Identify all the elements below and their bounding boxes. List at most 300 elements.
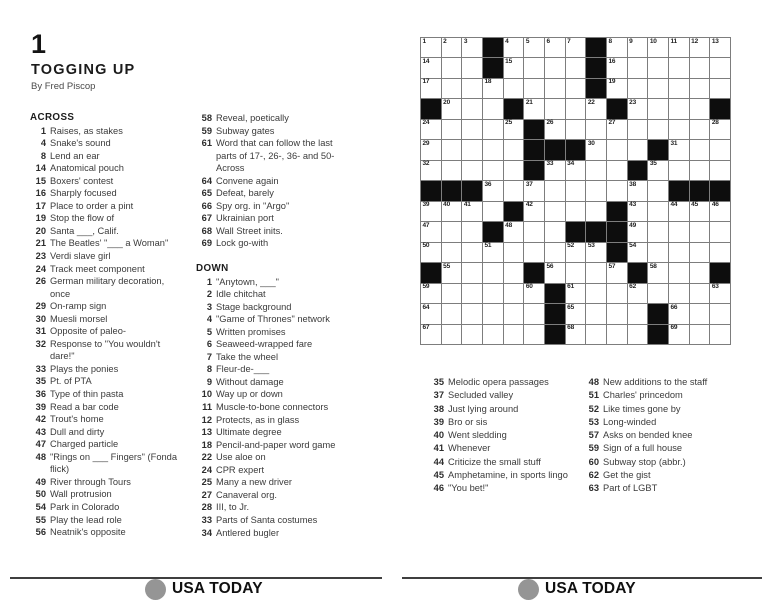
clue-number: 47 xyxy=(35,439,46,450)
usa-today-circle-icon xyxy=(145,579,166,600)
grid-cell[interactable] xyxy=(421,243,441,262)
grid-cell[interactable] xyxy=(607,58,627,77)
grid-cell[interactable] xyxy=(504,79,524,98)
clue-number: 25 xyxy=(201,477,212,488)
grid-cell[interactable] xyxy=(669,325,689,344)
grid-cell[interactable] xyxy=(545,202,565,221)
grid-cell[interactable] xyxy=(710,58,730,77)
clue-item xyxy=(196,175,382,188)
grid-cell[interactable] xyxy=(648,222,668,241)
grid-cell[interactable] xyxy=(669,99,689,118)
clue-number: 39 xyxy=(35,401,46,412)
clue-text: Went sledding xyxy=(448,430,507,441)
grid-cell-black xyxy=(648,140,668,159)
grid-cell[interactable] xyxy=(607,284,627,303)
grid-cell-number: 47 xyxy=(422,221,430,229)
grid-cell-number: 1 xyxy=(422,37,426,45)
grid-cell[interactable] xyxy=(586,140,606,159)
grid-cell[interactable] xyxy=(483,161,503,180)
grid-cell[interactable] xyxy=(504,58,524,77)
clue-number: 44 xyxy=(433,456,444,467)
grid-cell[interactable] xyxy=(524,79,544,98)
grid-cell[interactable] xyxy=(504,284,524,303)
clue-number: 66 xyxy=(201,200,212,211)
grid-cell-black xyxy=(669,181,689,200)
grid-cell[interactable] xyxy=(462,99,482,118)
grid-cell[interactable] xyxy=(669,284,689,303)
grid-cell[interactable] xyxy=(504,181,524,200)
grid-cell[interactable] xyxy=(690,161,710,180)
grid-cell[interactable] xyxy=(628,181,648,200)
grid-cell-black xyxy=(421,181,441,200)
grid-cell[interactable] xyxy=(628,222,648,241)
grid-cell-number: 43 xyxy=(629,201,636,209)
clue-text: Secluded valley xyxy=(448,390,514,401)
grid-cell[interactable] xyxy=(483,140,503,159)
clue-number: 33 xyxy=(35,363,46,374)
grid-cell[interactable] xyxy=(462,222,482,241)
grid-cell[interactable] xyxy=(607,79,627,98)
clue-item xyxy=(30,200,200,213)
grid-cell[interactable] xyxy=(483,202,503,221)
clue-text: Antlered bugler xyxy=(216,527,280,538)
grid-cell[interactable] xyxy=(462,243,482,262)
grid-cell[interactable] xyxy=(690,99,710,118)
grid-cell[interactable] xyxy=(504,120,524,139)
clue-item xyxy=(196,401,382,414)
grid-cell-number: 52 xyxy=(567,242,574,250)
grid-cell[interactable] xyxy=(586,99,606,118)
grid-cell[interactable] xyxy=(586,161,606,180)
clue-text: German military decoration, once xyxy=(50,276,165,299)
grid-cell[interactable] xyxy=(442,304,462,323)
grid-cell[interactable] xyxy=(462,161,482,180)
grid-cell[interactable] xyxy=(545,79,565,98)
clue-number: 3 xyxy=(206,301,212,312)
grid-cell[interactable] xyxy=(421,284,441,303)
grid-cell[interactable] xyxy=(566,181,586,200)
grid-cell[interactable] xyxy=(462,140,482,159)
grid-cell-number: 53 xyxy=(587,242,595,250)
clue-text: Lock go-with xyxy=(216,238,269,249)
grid-cell[interactable] xyxy=(566,263,586,282)
clue-number: 27 xyxy=(201,489,212,500)
grid-cell[interactable] xyxy=(628,243,648,262)
grid-cell[interactable] xyxy=(504,325,524,344)
usa-today-wordmark: USA TODAY xyxy=(172,580,263,597)
grid-cell[interactable] xyxy=(421,161,441,180)
grid-cell[interactable] xyxy=(648,181,668,200)
grid-cell[interactable] xyxy=(483,284,503,303)
grid-cell[interactable] xyxy=(421,58,441,77)
grid-cell[interactable] xyxy=(690,304,710,323)
grid-cell[interactable] xyxy=(566,38,586,57)
grid-cell[interactable] xyxy=(462,38,482,57)
grid-cell[interactable] xyxy=(566,58,586,77)
grid-cell[interactable] xyxy=(586,263,606,282)
grid-cell[interactable] xyxy=(607,38,627,57)
clue-item xyxy=(428,456,600,469)
grid-cell[interactable] xyxy=(669,140,689,159)
clue-text: Charles' princedom xyxy=(603,390,683,401)
grid-cell[interactable] xyxy=(545,263,565,282)
clue-number: 54 xyxy=(35,501,46,512)
grid-cell[interactable] xyxy=(648,38,668,57)
grid-cell[interactable] xyxy=(648,263,668,282)
grid-cell[interactable] xyxy=(442,161,462,180)
grid-cell[interactable] xyxy=(442,202,462,221)
grid-cell[interactable] xyxy=(545,58,565,77)
grid-cell[interactable] xyxy=(421,304,441,323)
clue-item xyxy=(196,200,382,213)
clue-item xyxy=(30,401,200,414)
grid-cell[interactable] xyxy=(669,120,689,139)
grid-cell-black xyxy=(607,202,627,221)
clue-text: Plays the ponies xyxy=(50,363,119,374)
grid-cell[interactable] xyxy=(669,161,689,180)
grid-cell[interactable] xyxy=(628,140,648,159)
grid-cell[interactable] xyxy=(421,140,441,159)
grid-cell[interactable] xyxy=(669,38,689,57)
grid-cell[interactable] xyxy=(524,99,544,118)
puzzle-number: 1 xyxy=(31,29,47,59)
grid-cell[interactable] xyxy=(545,222,565,241)
grid-cell[interactable] xyxy=(607,263,627,282)
grid-cell[interactable] xyxy=(504,222,524,241)
clue-number: 46 xyxy=(433,483,444,494)
grid-cell[interactable] xyxy=(710,202,730,221)
grid-cell[interactable] xyxy=(483,181,503,200)
grid-cell[interactable] xyxy=(690,263,710,282)
grid-cell[interactable] xyxy=(421,202,441,221)
grid-cell[interactable] xyxy=(586,243,606,262)
grid-cell[interactable] xyxy=(483,79,503,98)
clue-number: 59 xyxy=(588,443,599,454)
grid-cell-number: 63 xyxy=(711,283,719,291)
grid-cell[interactable] xyxy=(628,58,648,77)
grid-cell[interactable] xyxy=(607,181,627,200)
grid-cell[interactable] xyxy=(586,181,606,200)
grid-cell[interactable] xyxy=(504,263,524,282)
clue-item xyxy=(196,363,382,376)
grid-cell-number: 25 xyxy=(505,119,512,127)
clue-number: 7 xyxy=(206,351,212,362)
grid-cell[interactable] xyxy=(669,202,689,221)
grid-cell[interactable] xyxy=(421,120,441,139)
grid-cell[interactable] xyxy=(483,325,503,344)
clue-text: The Beatles' "___ a Woman" xyxy=(50,238,169,249)
grid-cell[interactable] xyxy=(628,202,648,221)
clue-text: Park in Colorado xyxy=(50,501,120,512)
grid-cell[interactable] xyxy=(442,58,462,77)
grid-cell-number: 58 xyxy=(649,262,657,270)
clue-text: Play the lead role xyxy=(50,514,122,525)
grid-cell[interactable] xyxy=(648,161,668,180)
grid-cell[interactable] xyxy=(462,304,482,323)
grid-cell-black xyxy=(586,38,606,57)
clue-text: Spy org. in "Argo" xyxy=(216,200,290,211)
grid-cell[interactable] xyxy=(462,79,482,98)
grid-cell[interactable] xyxy=(710,79,730,98)
grid-cell[interactable] xyxy=(442,120,462,139)
grid-cell[interactable] xyxy=(648,79,668,98)
grid-cell[interactable] xyxy=(524,38,544,57)
clue-text: Neatnik's opposite xyxy=(50,527,126,538)
grid-cell[interactable] xyxy=(524,284,544,303)
grid-cell[interactable] xyxy=(586,325,606,344)
grid-cell[interactable] xyxy=(586,120,606,139)
clue-number: 10 xyxy=(201,389,212,400)
grid-cell[interactable] xyxy=(442,325,462,344)
grid-cell-black xyxy=(586,222,606,241)
grid-cell[interactable] xyxy=(690,284,710,303)
grid-cell[interactable] xyxy=(586,202,606,221)
grid-cell[interactable] xyxy=(566,325,586,344)
grid-cell[interactable] xyxy=(524,222,544,241)
grid-cell-number: 29 xyxy=(422,139,430,147)
grid-cell[interactable] xyxy=(442,38,462,57)
clue-text: Sign of a full house xyxy=(603,443,683,454)
clue-text: Santa ___, Calif. xyxy=(50,225,119,236)
grid-cell[interactable] xyxy=(483,243,503,262)
grid-cell[interactable] xyxy=(628,38,648,57)
clue-text: Reveal, poetically xyxy=(216,113,289,123)
grid-cell[interactable] xyxy=(690,243,710,262)
grid-cell[interactable] xyxy=(586,304,606,323)
grid-cell[interactable] xyxy=(545,99,565,118)
grid-cell[interactable] xyxy=(442,263,462,282)
crossword-grid xyxy=(420,37,731,345)
clue-text: Boxers' contest xyxy=(50,175,114,186)
grid-cell[interactable] xyxy=(462,58,482,77)
clue-item xyxy=(30,162,200,175)
grid-cell[interactable] xyxy=(566,284,586,303)
clue-text: River through Tours xyxy=(50,476,131,487)
grid-cell[interactable] xyxy=(524,325,544,344)
grid-cell-number: 56 xyxy=(546,262,554,270)
grid-cell-number: 40 xyxy=(443,201,450,209)
grid-cell[interactable] xyxy=(710,243,730,262)
grid-cell[interactable] xyxy=(421,38,441,57)
grid-cell[interactable] xyxy=(710,222,730,241)
grid-cell[interactable] xyxy=(524,304,544,323)
clue-number: 34 xyxy=(201,527,212,538)
grid-cell-black xyxy=(648,325,668,344)
grid-cell[interactable] xyxy=(545,181,565,200)
grid-cell[interactable] xyxy=(648,284,668,303)
grid-cell[interactable] xyxy=(524,202,544,221)
clue-text: Parts of Santa costumes xyxy=(216,514,318,525)
grid-cell[interactable] xyxy=(462,325,482,344)
grid-cell[interactable] xyxy=(524,58,544,77)
grid-cell[interactable] xyxy=(607,304,627,323)
clue-number: 40 xyxy=(433,430,444,441)
grid-cell[interactable] xyxy=(607,325,627,344)
grid-cell[interactable] xyxy=(669,222,689,241)
clue-text: Muscle-to-bone connectors xyxy=(216,402,329,413)
grid-cell[interactable] xyxy=(421,325,441,344)
grid-cell[interactable] xyxy=(710,161,730,180)
grid-cell[interactable] xyxy=(690,58,710,77)
grid-cell[interactable] xyxy=(545,120,565,139)
grid-cell-black xyxy=(607,222,627,241)
grid-cell[interactable] xyxy=(628,99,648,118)
across-clue-column xyxy=(30,112,200,539)
usa-today-wordmark: USA TODAY xyxy=(545,580,636,597)
grid-cell-number: 26 xyxy=(546,119,554,127)
clue-number: 61 xyxy=(201,138,212,149)
grid-cell[interactable] xyxy=(504,161,524,180)
grid-cell[interactable] xyxy=(648,58,668,77)
clue-number: 38 xyxy=(433,403,444,414)
grid-cell[interactable] xyxy=(669,263,689,282)
grid-cell[interactable] xyxy=(524,181,544,200)
grid-cell[interactable] xyxy=(628,120,648,139)
clue-text: "Rings on ___ Fingers" (Fonda flick) xyxy=(50,451,178,475)
grid-cell-number: 44 xyxy=(670,201,678,209)
grid-cell[interactable] xyxy=(566,243,586,262)
grid-cell-black xyxy=(524,161,544,180)
grid-cell[interactable] xyxy=(442,284,462,303)
grid-cell[interactable] xyxy=(566,79,586,98)
clue-text: New additions to the staff xyxy=(603,377,708,387)
clue-item xyxy=(30,263,200,276)
clue-text: Many a new driver xyxy=(216,477,292,488)
grid-cell[interactable] xyxy=(421,222,441,241)
grid-cell[interactable] xyxy=(483,304,503,323)
grid-cell[interactable] xyxy=(690,325,710,344)
grid-cell[interactable] xyxy=(566,99,586,118)
grid-cell[interactable] xyxy=(504,38,524,57)
clue-item xyxy=(30,137,200,150)
grid-cell[interactable] xyxy=(442,243,462,262)
clue-item xyxy=(30,451,200,476)
grid-cell[interactable] xyxy=(545,243,565,262)
grid-cell[interactable] xyxy=(545,38,565,57)
clue-number: 30 xyxy=(35,313,46,324)
clue-number: 17 xyxy=(35,200,46,211)
grid-cell[interactable] xyxy=(524,243,544,262)
grid-cell[interactable] xyxy=(648,99,668,118)
clue-item xyxy=(30,150,200,163)
grid-cell[interactable] xyxy=(462,202,482,221)
clue-item xyxy=(196,426,382,439)
grid-cell[interactable] xyxy=(628,325,648,344)
grid-cell[interactable] xyxy=(566,120,586,139)
grid-cell[interactable] xyxy=(690,120,710,139)
clue-item xyxy=(196,288,382,301)
grid-cell[interactable] xyxy=(628,284,648,303)
grid-cell[interactable] xyxy=(710,304,730,323)
grid-cell[interactable] xyxy=(504,304,524,323)
grid-cell[interactable] xyxy=(690,222,710,241)
clue-number: 59 xyxy=(201,125,212,136)
grid-cell-number: 21 xyxy=(525,98,533,106)
clue-text: Place to order a pint xyxy=(50,200,134,211)
clue-item xyxy=(30,275,200,300)
grid-cell[interactable] xyxy=(607,120,627,139)
grid-cell[interactable] xyxy=(545,161,565,180)
grid-cell[interactable] xyxy=(669,304,689,323)
grid-cell[interactable] xyxy=(586,284,606,303)
grid-cell-black xyxy=(566,140,586,159)
grid-cell-number: 14 xyxy=(422,57,430,65)
grid-cell[interactable] xyxy=(648,120,668,139)
clue-number: 4 xyxy=(206,314,212,325)
grid-cell[interactable] xyxy=(710,38,730,57)
clue-item xyxy=(196,338,382,351)
column-spacer xyxy=(196,250,382,263)
grid-cell[interactable] xyxy=(442,99,462,118)
clue-item xyxy=(583,403,755,416)
clue-item xyxy=(30,300,200,313)
clue-number: 69 xyxy=(201,238,212,249)
grid-cell[interactable] xyxy=(442,79,462,98)
grid-cell[interactable] xyxy=(710,284,730,303)
grid-cell[interactable] xyxy=(421,79,441,98)
grid-cell[interactable] xyxy=(483,120,503,139)
grid-cell[interactable] xyxy=(710,325,730,344)
grid-cell[interactable] xyxy=(504,243,524,262)
clue-item xyxy=(196,489,382,502)
clue-text: Verdi slave girl xyxy=(50,251,111,262)
grid-cell[interactable] xyxy=(504,140,524,159)
grid-cell[interactable] xyxy=(648,243,668,262)
grid-cell-black xyxy=(710,99,730,118)
grid-cell[interactable] xyxy=(442,140,462,159)
clue-item xyxy=(30,476,200,489)
grid-cell-number: 30 xyxy=(587,139,595,147)
grid-cell[interactable] xyxy=(648,202,668,221)
grid-cell[interactable] xyxy=(710,120,730,139)
grid-cell[interactable] xyxy=(483,263,503,282)
grid-cell[interactable] xyxy=(462,284,482,303)
clue-number: 12 xyxy=(201,414,212,425)
clue-item xyxy=(428,376,600,389)
grid-cell[interactable] xyxy=(566,161,586,180)
grid-cell-black xyxy=(545,325,565,344)
grid-cell[interactable] xyxy=(483,99,503,118)
grid-cell[interactable] xyxy=(690,79,710,98)
grid-cell[interactable] xyxy=(462,263,482,282)
grid-cell[interactable] xyxy=(628,304,648,323)
grid-cell[interactable] xyxy=(669,58,689,77)
clue-number: 55 xyxy=(35,514,46,525)
grid-cell-number: 16 xyxy=(608,57,616,65)
grid-cell[interactable] xyxy=(607,140,627,159)
grid-cell[interactable] xyxy=(690,202,710,221)
grid-cell[interactable] xyxy=(669,243,689,262)
grid-cell-number: 24 xyxy=(422,119,430,127)
clue-item xyxy=(30,187,200,200)
across-down-clue-column xyxy=(196,112,382,539)
clue-number: 19 xyxy=(35,213,46,224)
grid-cell[interactable] xyxy=(628,79,648,98)
clue-text: Dull and dirty xyxy=(50,426,105,437)
grid-cell[interactable] xyxy=(669,79,689,98)
grid-cell[interactable] xyxy=(442,222,462,241)
clue-item xyxy=(30,501,200,514)
grid-cell[interactable] xyxy=(462,120,482,139)
clue-number: 32 xyxy=(35,338,46,349)
grid-cell[interactable] xyxy=(690,140,710,159)
grid-cell[interactable] xyxy=(566,202,586,221)
grid-cell[interactable] xyxy=(566,304,586,323)
grid-cell[interactable] xyxy=(710,140,730,159)
grid-cell[interactable] xyxy=(690,38,710,57)
clue-number: 51 xyxy=(588,390,599,401)
grid-cell[interactable] xyxy=(607,161,627,180)
